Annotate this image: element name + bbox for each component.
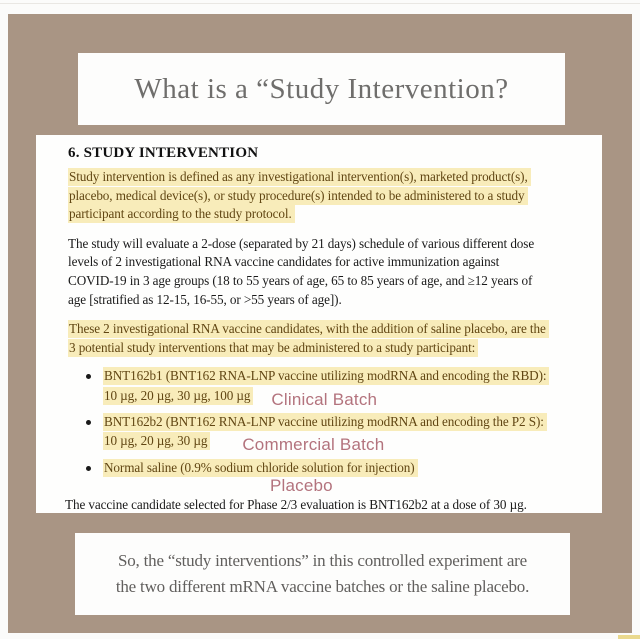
caption-line-1: So, the “study interventions” in this controlled experiment are: [118, 551, 527, 570]
list-item-saline: [68, 459, 578, 497]
list-item-bnt162b2: [68, 413, 578, 455]
list-item-bnt162b1: [68, 367, 578, 409]
post-card: [8, 14, 632, 633]
bnt162b2-text: BNT162b2 (BNT162 RNA-LNP vaccine utilizing modRNA and encoding the P2 S):: [103, 413, 547, 431]
saline-text: Normal saline (0.9% sodium chloride solution for injection): [103, 459, 418, 477]
paragraph-study-design: The study will evaluate a 2-dose (separated by 21 days) schedule of various different dose levels of 2 investigational RNA vaccine candidates for active immunization against COVID-19 in 3 age groups (18 to 55 years of age, 65 to 85 years of age, and ≥12 years of age [stratified as 12-15, 16-55, or >55 years of age]).: [68, 235, 535, 307]
annotation-clinical-batch: Clinical Batch: [271, 389, 378, 409]
caption-line-2: the two different mRNA vaccine batches or the saline placebo.: [115, 577, 530, 596]
top-divider: [0, 3, 640, 4]
bullet-icon: [86, 466, 91, 471]
intervention-list: [68, 367, 578, 496]
page-title: What is a “Study Intervention?: [134, 72, 509, 105]
bullet-icon: [86, 374, 91, 379]
paragraph-candidates: These 2 investigational RNA vaccine candidates, with the addition of saline placebo, are the 3 potential study interventions that may be administered to a study participant:: [68, 320, 578, 357]
bnt162b1-text: BNT162b1 (BNT162 RNA-LNP vaccine utilizing modRNA and encoding the RBD):: [103, 367, 549, 385]
caption-box: [75, 533, 570, 615]
protocol-document: [36, 135, 602, 513]
section-heading: 6. STUDY INTERVENTION: [68, 145, 259, 161]
bnt162b2-doses: 10 µg, 20 µg, 30 µg: [103, 432, 210, 450]
title-box: [78, 53, 565, 125]
paragraph-selected-candidate: The vaccine candidate selected for Phase 2/3 evaluation is BNT162b2 at a dose of 30 µg.: [65, 497, 527, 513]
bullet-icon: [86, 420, 91, 425]
annotation-commercial-batch: Commercial Batch: [242, 435, 385, 455]
paragraph-definition: Study intervention is defined as any investigational intervention(s), marketed product(s), placebo, medical device(s), or study procedure(s) intended to be administered to a study participant according to the study protocol.: [68, 168, 578, 224]
annotation-placebo: Placebo: [270, 476, 333, 496]
bnt162b1-doses: 10 µg, 20 µg, 30 µg, 100 µg: [103, 387, 253, 405]
next-slide-corner: [618, 635, 640, 639]
